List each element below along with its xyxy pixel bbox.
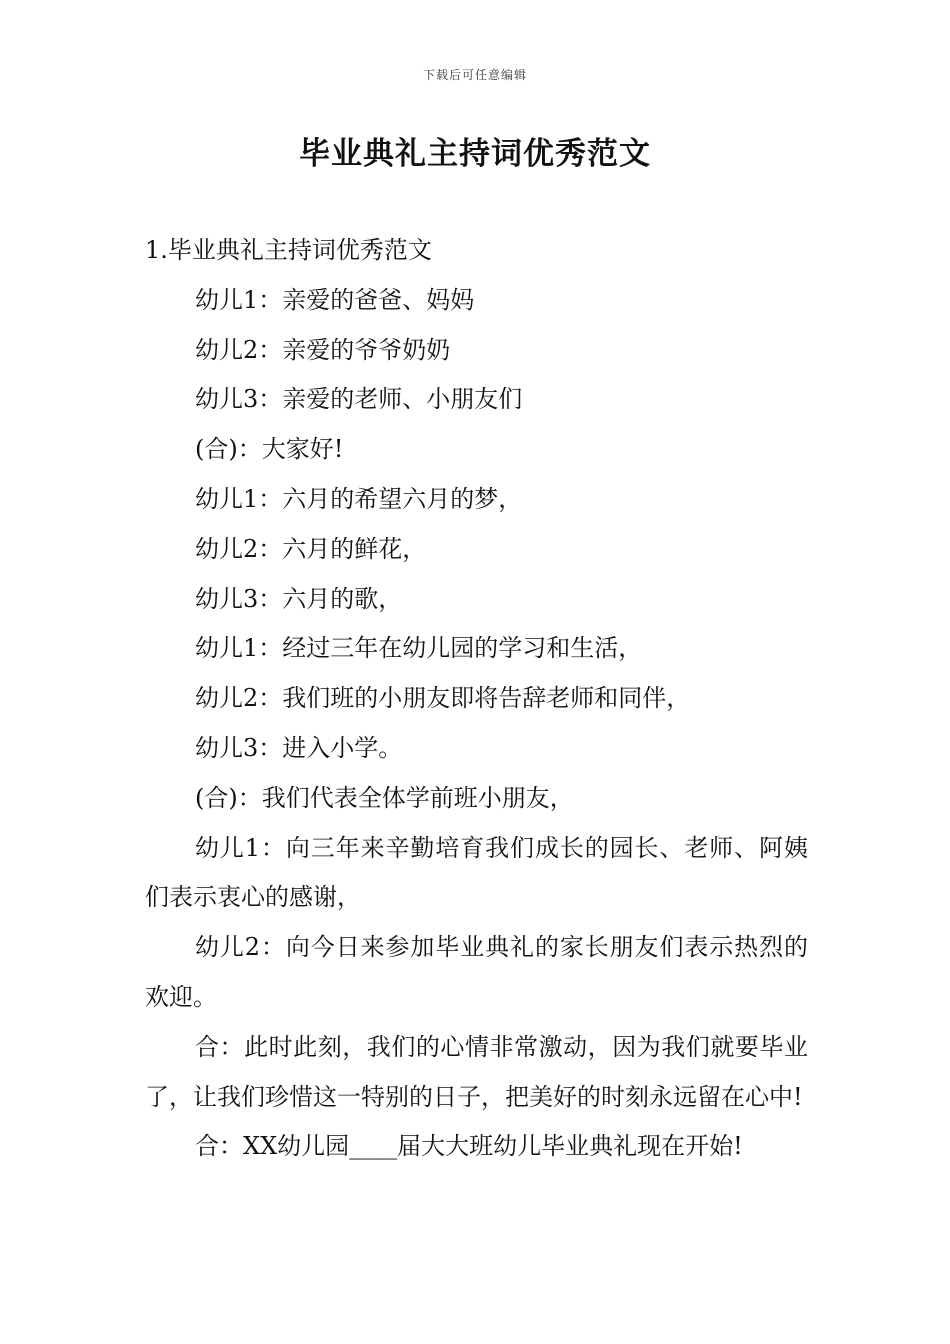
paragraph: 幼儿2：亲爱的爷爷奶奶 [195, 335, 451, 364]
paragraph: 幼儿2：我们班的小朋友即将告辞老师和同伴， [195, 684, 691, 713]
page-title: 毕业典礼主持词优秀范文 [299, 136, 651, 172]
paragraph: 幼儿2：六月的鲜花， [195, 534, 427, 563]
header-note: 下载后可任意编辑 [422, 68, 527, 82]
paragraph: 幼儿1：亲爱的爸爸、妈妈 [195, 285, 475, 314]
paragraph: 合：此时此刻，我们的心情非常激动，因为我们就要毕业了，让我们珍惜这一特别的日子，把美好的时刻永远留在心中! [145, 1032, 808, 1111]
paragraph: 幼儿3：亲爱的老师、小朋友们 [195, 385, 523, 414]
paragraph: 幼儿3：进入小学。 [195, 733, 403, 762]
paragraph: 幼儿3：六月的歌， [195, 584, 403, 613]
document-body [145, 226, 808, 1172]
paragraph: 合：XX幼儿园____届大大班幼儿毕业典礼现在开始! [195, 1132, 743, 1161]
paragraph: 幼儿1：向三年来辛勤培育我们成长的园长、老师、阿姨们表示衷心的感谢， [145, 833, 808, 912]
paragraph: (合)：大家好! [195, 435, 344, 464]
section-heading: 1.毕业典礼主持词优秀范文 [145, 236, 432, 264]
paragraph: (合)：我们代表全体学前班小朋友， [195, 783, 574, 812]
paragraph: 幼儿2：向今日来参加毕业典礼的家长朋友们表示热烈的欢迎。 [145, 933, 808, 1011]
paragraph: 幼儿1：六月的希望六月的梦， [195, 484, 523, 513]
paragraph: 幼儿1：经过三年在幼儿园的学习和生活， [195, 634, 643, 663]
